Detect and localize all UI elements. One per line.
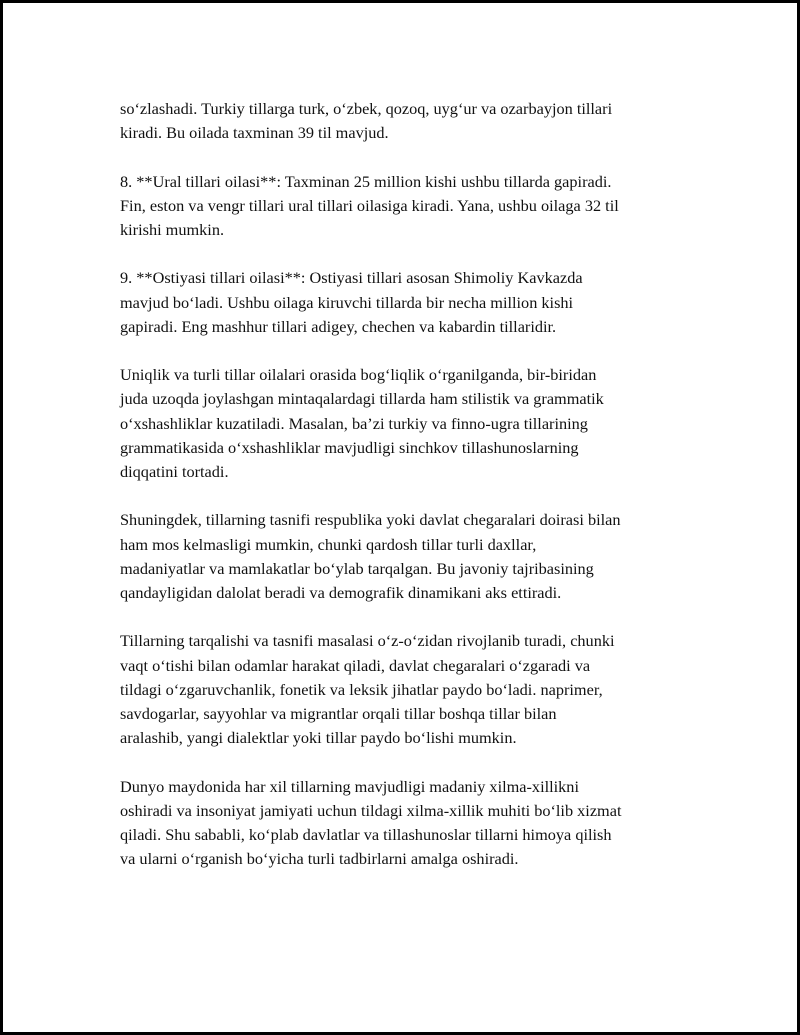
text-line: savdogarlar, sayyohlar va migrantlar orqali tillar boshqa tillar bilan [120, 704, 557, 723]
text-line: kirishi mumkin. [120, 220, 225, 239]
text-line: Uniqlik va turli tillar oilalari orasida bog‘liqlik o‘rganilganda, bir-biridan [120, 365, 597, 385]
text-line: 8. **Ural tillari oilasi**: Taxminan 25 million kishi ushbu tillarda gapiradi. [120, 171, 612, 191]
paragraph [120, 508, 695, 605]
paragraph [120, 775, 695, 872]
text-line: oshiradi va insoniyat jamiyati uchun tildagi xilma-xillik muhiti bo‘lib xizmat [120, 800, 622, 820]
paragraph [120, 170, 695, 243]
paragraph [120, 363, 695, 484]
text-line: qandayligidan dalolat beradi va demografik dinamikani aks ettiradi. [120, 583, 562, 602]
text-line: Dunyo maydonida har xil tillarning mavjudligi madaniy xilma-xillikni [120, 776, 579, 796]
text-line: gapiradi. Eng mashhur tillari adigey, chechen va kabardin tillaridir. [120, 316, 557, 336]
text-line: Shuningdek, tillarning tasnifi respublika yoki davlat chegaralari doirasi bilan [120, 510, 621, 530]
text-line: qiladi. Shu sababli, ko‘plab davlatlar va tillashunoslar tillarni himoya qilish [120, 825, 612, 844]
paragraph [120, 97, 695, 145]
text-line: vaqt o‘tishi bilan odamlar harakat qiladi, davlat chegaralari o‘zgaradi va [120, 655, 591, 675]
paragraph [120, 629, 695, 750]
text-line: grammatikasida o‘xshashliklar mavjudligi sinchkov tillashunoslarning [120, 437, 579, 457]
text-line: mavjud bo‘ladi. Ushbu oilaga kiruvchi tillarda bir necha million kishi [120, 292, 574, 312]
text-line: ham mos kelmasligi mumkin, chunki qardosh tillar turli daxllar, [120, 534, 537, 554]
text-line: juda uzoqda joylashgan mintaqalardagi tillarda ham stilistik va grammatik [120, 389, 604, 409]
text-line: diqqatini tortadi. [120, 462, 229, 481]
document-body [120, 97, 695, 896]
text-line: aralashib, yangi dialektlar yoki tillar paydo bo‘lishi mumkin. [120, 728, 517, 748]
text-line: kiradi. Bu oilada taxminan 39 til mavjud. [120, 123, 389, 143]
text-line: madaniyatlar va mamlakatlar bo‘ylab tarqalgan. Bu javoniy tajribasining [120, 558, 594, 578]
text-line: o‘xshashliklar kuzatiladi. Masalan, ba’zi turkiy va finno-ugra tillarining [120, 413, 588, 433]
text-line: 9. **Ostiyasi tillari oilasi**: Ostiyasi tillari asosan Shimoliy Kavkazda [120, 268, 583, 288]
text-line: tildagi o‘zgaruvchanlik, fonetik va leksik jihatlar paydo bo‘ladi. naprimer, [120, 679, 603, 699]
text-line: va ularni o‘rganish bo‘yicha turli tadbirlarni amalga oshiradi. [120, 849, 519, 869]
text-line: so‘zlashadi. Turkiy tillarga turk, o‘zbek, qozoq, uyg‘ur va ozarbayjon tillari [120, 99, 613, 118]
text-line: Fin, eston va vengr tillari ural tillari oilasiga kiradi. Yana, ushbu oilaga 32 til [120, 195, 619, 215]
text-line: Tillarning tarqalishi va tasnifi masalasi o‘z-o‘zidan rivojlanib turadi, chunki [120, 631, 615, 651]
paragraph [120, 266, 695, 339]
